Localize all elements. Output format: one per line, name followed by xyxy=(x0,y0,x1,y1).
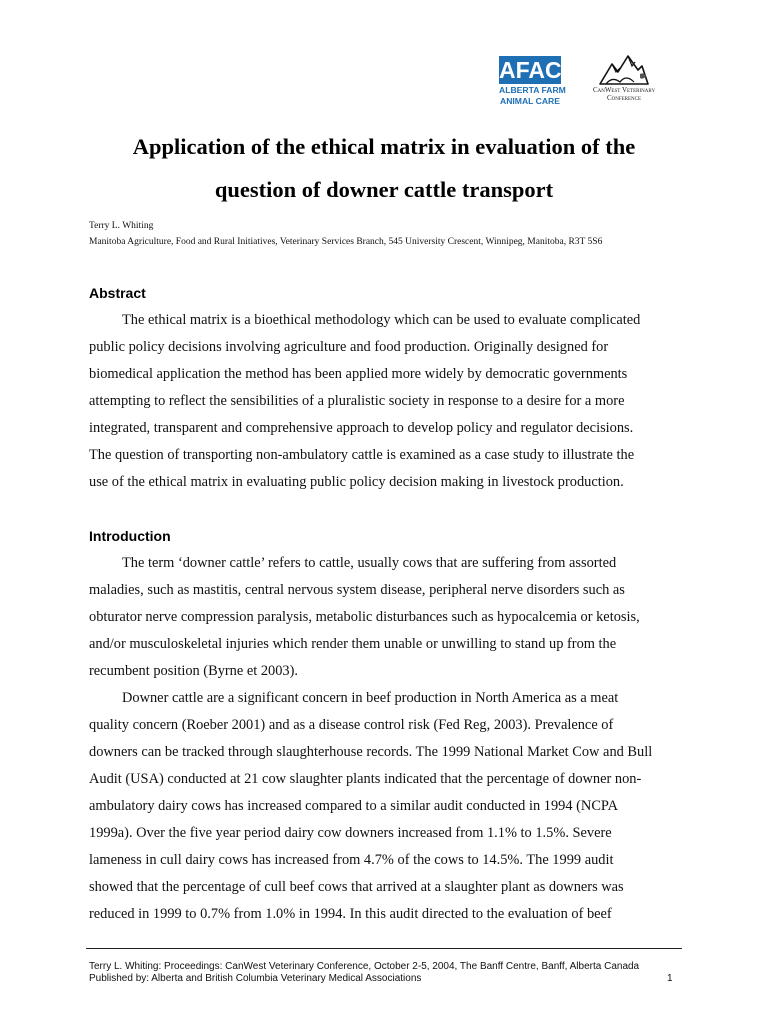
abstract-line: attempting to reflect the sensibilities of a pluralistic society in response to a desire for a more xyxy=(89,393,625,409)
abstract-line: public policy decisions involving agriculture and food production. Originally designed for xyxy=(89,339,609,355)
abstract-heading: Abstract xyxy=(89,285,146,301)
page-number: 1 xyxy=(667,973,673,984)
introduction-line: lameness in cull dairy cows has increased from 4.7% of the cows to 14.5%. The 1999 audit xyxy=(89,852,614,868)
abstract-line: integrated, transparent and comprehensive approach to develop policy and regulator decisions. xyxy=(89,420,634,436)
abstract-line: biomedical application the method has been applied more widely by democratic governments xyxy=(89,366,628,382)
introduction-line: Audit (USA) conducted at 21 cow slaughter plants indicated that the percentage of downer non- xyxy=(89,771,642,787)
canwest-logo-line2: Conference xyxy=(606,94,642,102)
introduction-line: ambulatory dairy cows has increased compared to a similar audit conducted in 1994 (NCPA xyxy=(89,798,618,814)
abstract-body xyxy=(89,307,689,496)
author-affiliation: Manitoba Agriculture, Food and Rural Initiatives, Veterinary Services Branch, 545 University Crescent, Winnipeg, Manitoba, R3T 5S6 xyxy=(89,237,603,247)
introduction-line: and/or musculoskeletal injuries which render them unable or unwilling to stand up from the xyxy=(89,636,617,652)
footer-publisher: Published by: Alberta and British Columbia Veterinary Medical Associations xyxy=(89,973,422,984)
introduction-body xyxy=(89,550,689,928)
canwest-logo xyxy=(584,52,664,102)
afac-logo-line1: ALBERTA FARM xyxy=(499,85,566,95)
introduction-heading: Introduction xyxy=(89,528,171,544)
abstract-line: use of the ethical matrix in evaluating public policy decision making in livestock production. xyxy=(89,474,624,490)
afac-logo-mark: AFAC xyxy=(499,57,562,83)
mountain-icon xyxy=(598,52,650,86)
introduction-line: showed that the percentage of cull beef cows that arrived at a slaughter plant as downers was xyxy=(89,879,624,895)
footer-divider xyxy=(86,948,682,949)
abstract-line: The ethical matrix is a bioethical methodology which can be used to evaluate complicated xyxy=(122,312,641,328)
introduction-line: quality concern (Roeber 2001) and as a disease control risk (Fed Reg, 2003). Prevalence of xyxy=(89,717,614,733)
footer-citation: Terry L. Whiting: Proceedings: CanWest Veterinary Conference, October 2-5, 2004, The Banff Centre, Banff, Alberta Canada xyxy=(89,961,640,972)
introduction-line: Downer cattle are a significant concern in beef production in North America as a meat xyxy=(122,690,619,706)
canwest-logo-line1: CanWest Veterinary xyxy=(592,86,656,94)
introduction-line: 1999a). Over the five year period dairy cow downers increased from 1.1% to 1.5%. Severe xyxy=(89,825,612,841)
introduction-line: The term ‘downer cattle’ refers to cattle, usually cows that are suffering from assorted xyxy=(122,555,617,571)
introduction-line: downers can be tracked through slaughterhouse records. The 1999 National Market Cow and Bull xyxy=(89,744,653,760)
introduction-line: recumbent position (Byrne et 2003). xyxy=(89,663,299,679)
abstract-line: The question of transporting non-ambulatory cattle is examined as a case study to illustrate the xyxy=(89,447,635,463)
afac-logo-line2: ANIMAL CARE xyxy=(500,96,560,106)
paper-title-line1: Application of the ethical matrix in evaluation of the xyxy=(132,134,636,159)
introduction-line: maladies, such as mastitis, central nervous system disease, peripheral nerve disorders such as xyxy=(89,582,625,598)
afac-logo xyxy=(499,56,566,106)
introduction-line: reduced in 1999 to 0.7% from 1.0% in 1994. In this audit directed to the evaluation of beef xyxy=(89,906,612,922)
author-name: Terry L. Whiting xyxy=(89,221,154,231)
paper-title-line2: question of downer cattle transport xyxy=(214,177,554,202)
introduction-line: obturator nerve compression paralysis, metabolic disturbances such as hypocalcemia or ketosis, xyxy=(89,609,640,625)
